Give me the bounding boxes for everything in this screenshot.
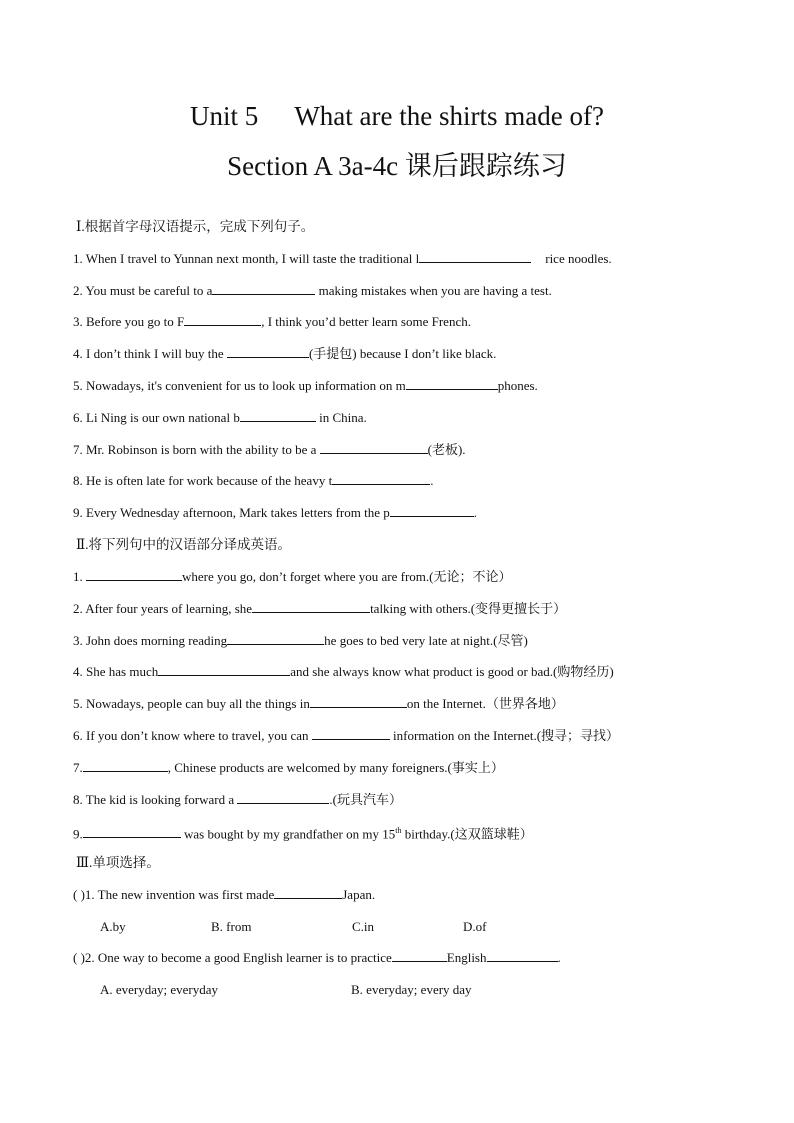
section-1-heading: Ⅰ.根据首字母汉语提示，完成下列句子。 [76,219,315,234]
q2-option-a[interactable]: A. everyday; everyday [100,982,219,997]
answer-blank[interactable] [392,949,447,962]
section-2-heading: Ⅱ.将下列句中的汉语部分译成英语。 [76,537,292,552]
part1-question-3: 3. Before you go to F , I think you’d better learn some French. [73,314,471,329]
part3-question-2: ( )2. One way to become a good English learner is to practice English . [73,950,561,965]
answer-blank[interactable] [158,663,290,676]
part2-question-6: 6. If you don’t know where to travel, you can information on the Internet.(搜寻；寻找） [73,728,620,743]
answer-blank[interactable] [86,568,182,581]
part2-question-1: 1. where you go, don’t forget where you are from.(无论；不论） [73,569,512,584]
part1-question-5: 5. Nowadays, it's convenient for us to look up information on m phones. [73,378,538,393]
section-3-heading: Ⅲ.单项选择。 [76,855,160,870]
q1-option-d[interactable]: D.of [463,919,487,934]
part2-question-9: 9. was bought by my grandfather on my 15th birthday.(这双篮球鞋） [73,826,533,842]
answer-blank[interactable] [83,759,168,772]
q1-option-a[interactable]: A.by [100,919,126,934]
answer-blank[interactable] [227,632,324,645]
part1-question-8: 8. He is often late for work because of the heavy t . [73,473,434,488]
part1-question-4: 4. I don’t think I will buy the (手提包) because I don’t like black. [73,346,497,361]
part2-question-5: 5. Nowadays, people can buy all the things in on the Internet.（世界各地） [73,696,564,711]
answer-blank[interactable] [310,695,407,708]
answer-blank[interactable] [312,727,390,740]
answer-blank[interactable] [419,250,531,263]
part1-question-7: 7. Mr. Robinson is born with the ability to be a (老板). [73,442,466,457]
q1-option-c[interactable]: C.in [352,919,375,934]
worksheet-title-line2: Section A 3a-4c 课后跟踪练习 [227,151,567,181]
answer-blank[interactable] [252,600,370,613]
answer-blank[interactable] [212,282,315,295]
q2-option-b[interactable]: B. everyday; every day [351,982,472,997]
part2-question-4: 4. She has much and she always know what product is good or bad.(购物经历) [73,664,614,679]
answer-blank[interactable] [487,949,558,962]
part1-question-2: 2. You must be careful to a making mistakes when you are having a test. [73,283,552,298]
part1-question-9: 9. Every Wednesday afternoon, Mark takes letters from the p . [73,505,477,520]
title-question: What are the shirts made of? [294,101,604,131]
part2-question-2: 2. After four years of learning, she talking with others.(变得更擅长于） [73,601,567,616]
part2-question-7: 7. , Chinese products are welcomed by many foreigners.(事实上） [73,760,504,775]
part1-question-1: 1. When I travel to Yunnan next month, I will taste the traditional l rice noodles. [73,251,612,266]
title-unit: Unit 5 [190,101,259,131]
answer-bracket[interactable]: ( ) [73,887,85,902]
answer-blank[interactable] [240,409,316,422]
answer-blank[interactable] [320,441,428,454]
part2-question-3: 3. John does morning reading he goes to bed very late at night.(尽管) [73,633,528,648]
answer-blank[interactable] [406,377,498,390]
part1-question-6: 6. Li Ning is our own national b in China. [73,410,367,425]
answer-blank[interactable] [274,886,342,899]
answer-blank[interactable] [83,825,181,838]
answer-blank[interactable] [390,504,474,517]
worksheet-title-line1 [0,101,794,132]
part3-question-1: ( )1. The new invention was first made Japan. [73,887,376,902]
answer-bracket[interactable]: ( ) [73,950,85,965]
answer-blank[interactable] [237,791,329,804]
q1-option-b[interactable]: B. from [211,919,252,934]
answer-blank[interactable] [332,472,430,485]
answer-blank[interactable] [227,345,309,358]
part2-question-8: 8. The kid is looking forward a .(玩具汽车） [73,792,402,807]
answer-blank[interactable] [184,313,261,326]
